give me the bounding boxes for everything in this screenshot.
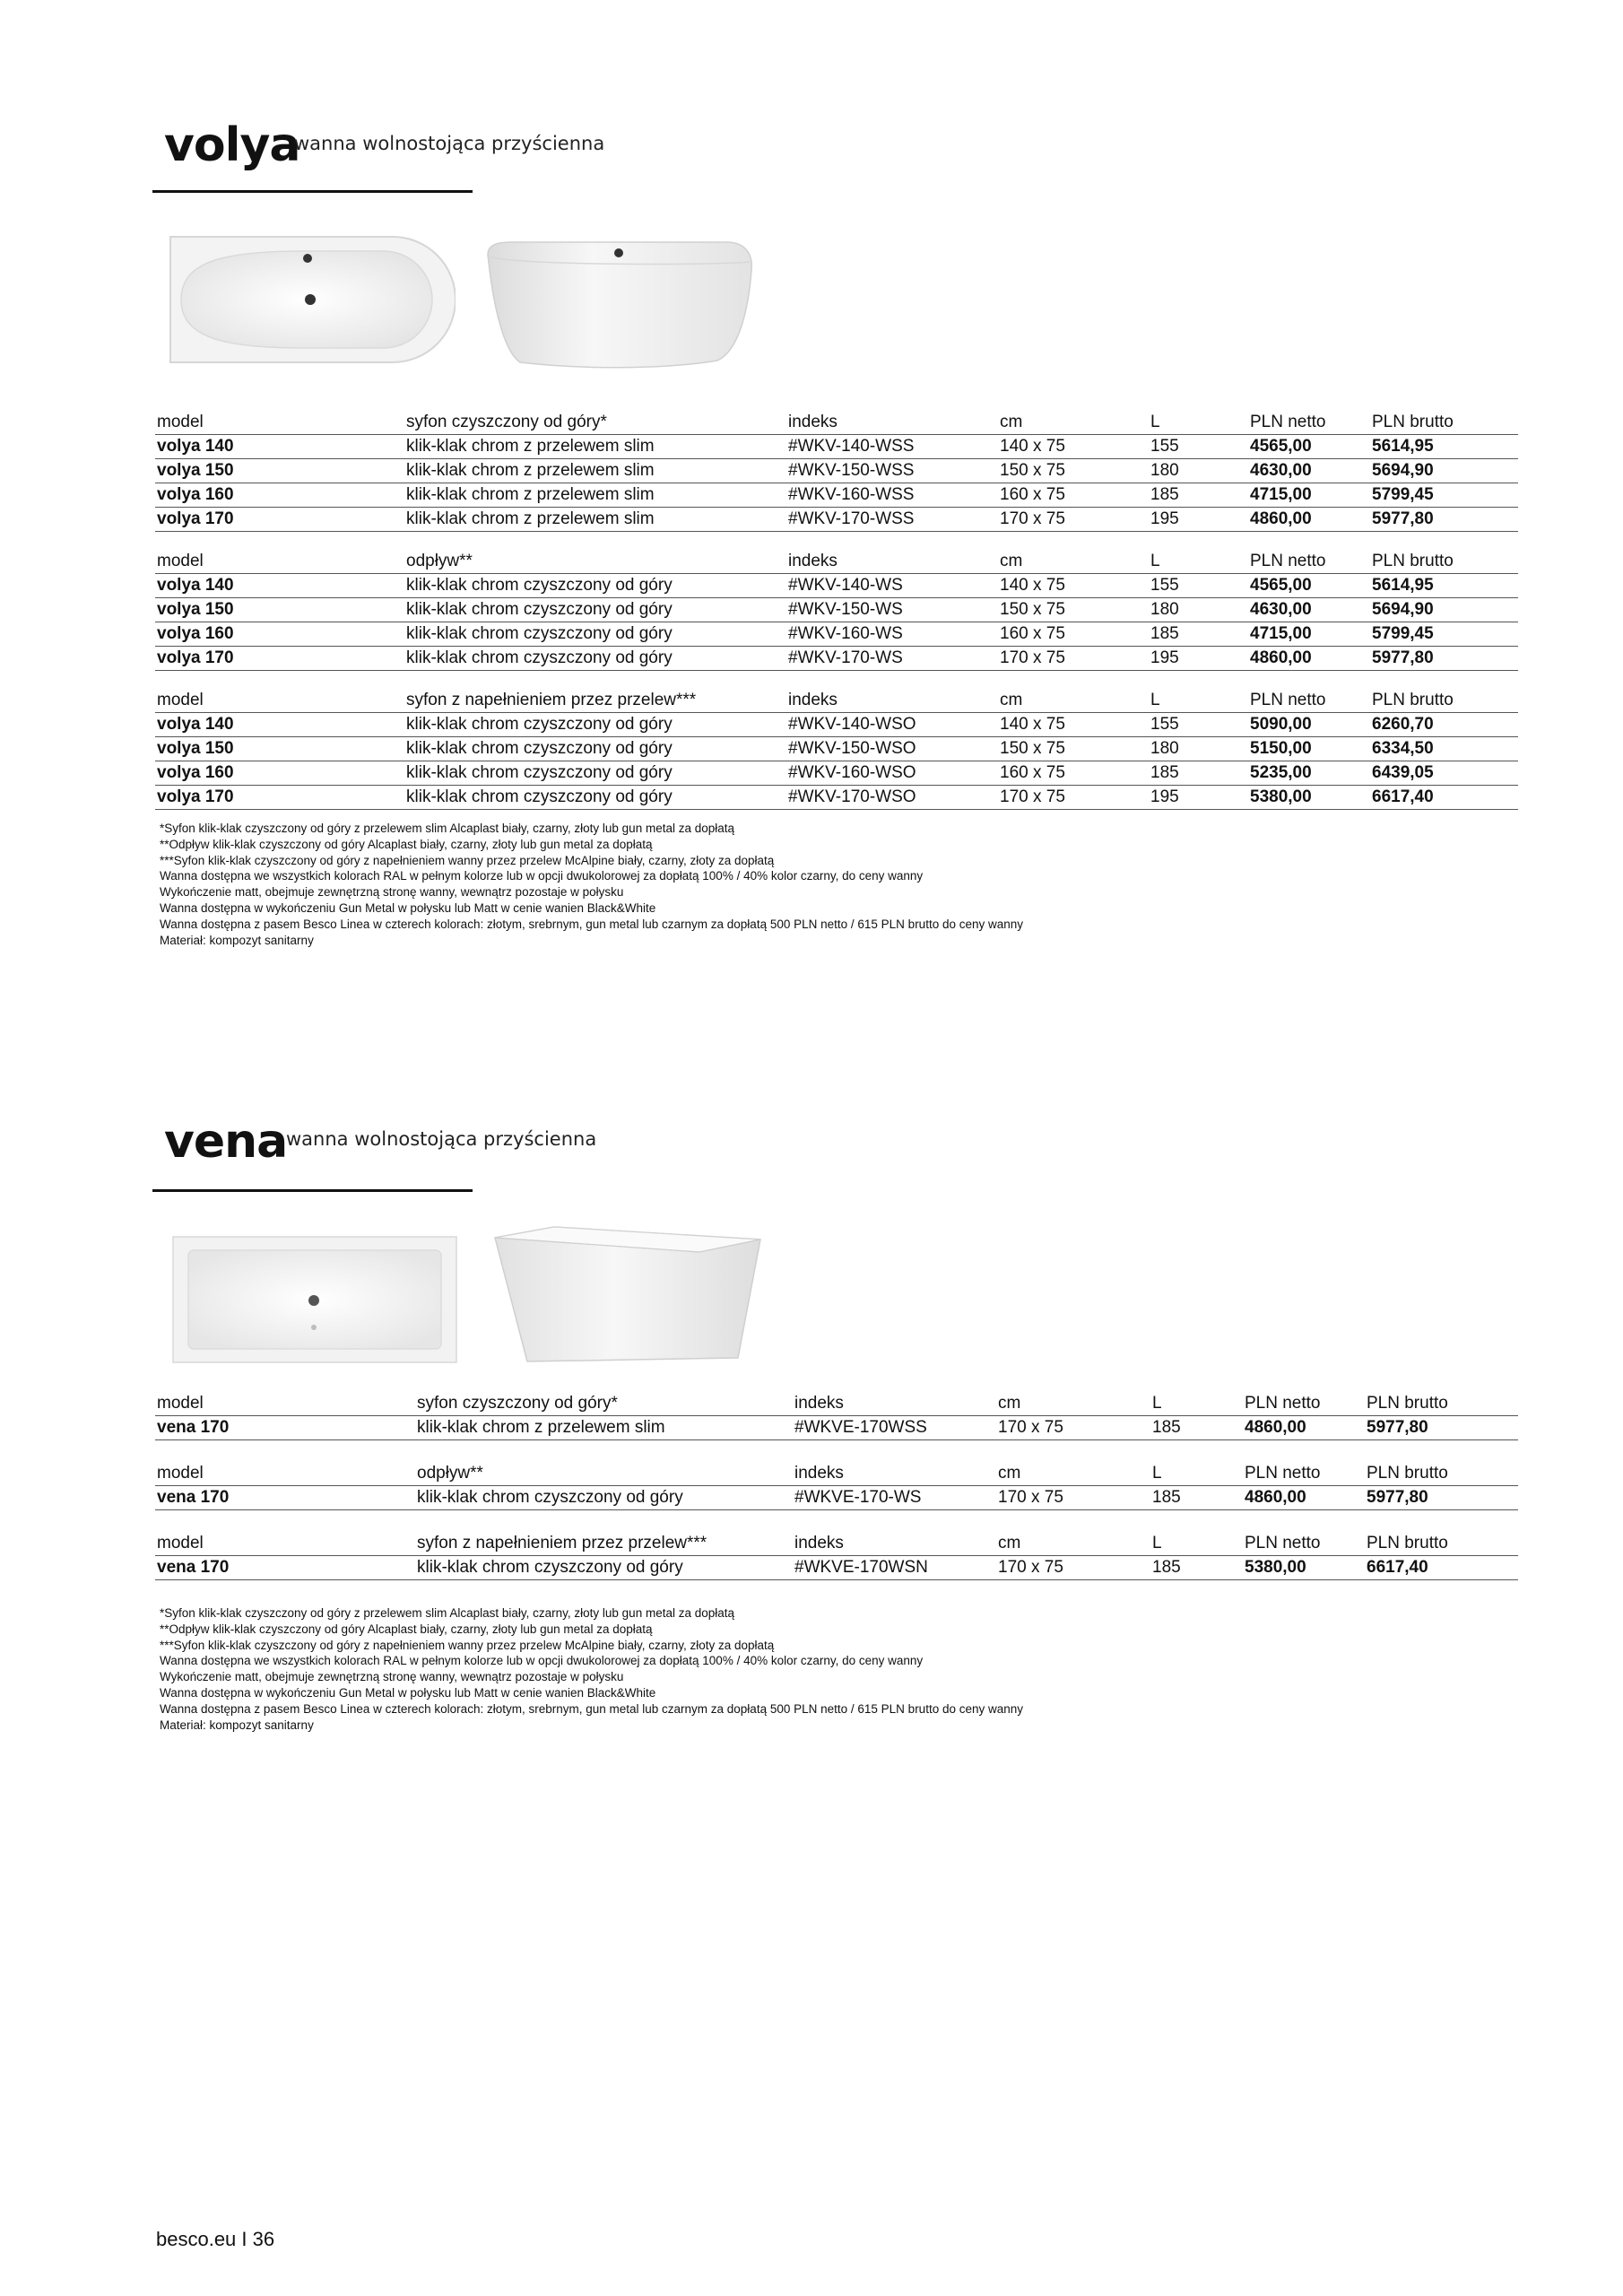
footnote-line: Wanna dostępna we wszystkich kolorach RAL w pełnym kolorze lub w opcji dwukolorowej za dopłatą 100% / 40% kolor czarny, do ceny wanny xyxy=(160,1654,924,1668)
table-cell: #WKVE-170WSN xyxy=(794,1558,928,1577)
table-cell: 140 x 75 xyxy=(1000,715,1065,734)
bathtub-top-view-image xyxy=(169,235,456,365)
table-cell: 185 xyxy=(1152,1418,1181,1437)
table-cell: 140 x 75 xyxy=(1000,576,1065,595)
product-subtitle: wanna wolnostojąca przyścienna xyxy=(294,133,605,154)
column-header: model xyxy=(157,691,204,709)
table-cell: volya 140 xyxy=(157,715,234,734)
column-header: odpływ** xyxy=(417,1464,483,1483)
table-cell: 5799,45 xyxy=(1372,485,1434,504)
footnote-line: Wykończenie matt, obejmuje zewnętrzną stronę wanny, wewnątrz pozostaje w połysku xyxy=(160,1670,624,1684)
table-cell: 185 xyxy=(1150,624,1179,643)
bathtub-side-view-image xyxy=(484,235,758,370)
column-header: PLN brutto xyxy=(1372,691,1454,709)
table-cell: klik-klak chrom czyszczony od góry xyxy=(406,739,673,758)
footnote-line: Materiał: kompozyt sanitarny xyxy=(160,933,314,947)
table-row xyxy=(155,435,1518,459)
footnote-line: Wykończenie matt, obejmuje zewnętrzną stronę wanny, wewnątrz pozostaje w połysku xyxy=(160,885,624,900)
table-cell: volya 150 xyxy=(157,739,234,758)
column-header: PLN netto xyxy=(1250,552,1326,570)
column-header: L xyxy=(1152,1394,1162,1413)
table-cell: 170 x 75 xyxy=(1000,648,1065,667)
column-header: indeks xyxy=(788,691,838,709)
column-header: PLN netto xyxy=(1245,1464,1321,1483)
column-header: model xyxy=(157,1394,204,1413)
price-table xyxy=(155,689,1518,810)
table-row xyxy=(155,647,1518,671)
table-cell: #WKV-140-WSS xyxy=(788,437,915,456)
table-cell: volya 170 xyxy=(157,509,234,528)
table-cell: #WKV-160-WSS xyxy=(788,485,915,504)
table-cell: klik-klak chrom czyszczony od góry xyxy=(417,1488,683,1507)
footnote-line: ***Syfon klik-klak czyszczony od góry z napełnieniem wanny przez przelew McAlpine biały, czarny, złoty za dopłatą xyxy=(160,1638,775,1652)
table-cell: 170 x 75 xyxy=(998,1418,1063,1437)
table-cell: #WKV-140-WS xyxy=(788,576,903,595)
table-cell: vena 170 xyxy=(157,1488,230,1507)
footnote-line: Wanna dostępna z pasem Besco Linea w czterech kolorach: złotym, srebrnym, gun metal lub czarnym za dopłatą 500 PLN netto / 615 PLN brutto do ceny wanny xyxy=(160,917,1024,931)
column-header: L xyxy=(1150,691,1160,709)
footnote-line: Materiał: kompozyt sanitarny xyxy=(160,1718,314,1732)
column-header: model xyxy=(157,1464,204,1483)
table-cell: 5977,80 xyxy=(1367,1488,1428,1507)
footnote-line: Wanna dostępna we wszystkich kolorach RAL w pełnym kolorze lub w opcji dwukolorowej za dopłatą 100% / 40% kolor czarny, do ceny wanny xyxy=(160,869,924,883)
table-cell: 5380,00 xyxy=(1250,787,1312,806)
table-cell: volya 150 xyxy=(157,600,234,619)
table-cell: klik-klak chrom z przelewem slim xyxy=(406,437,655,456)
table-row xyxy=(155,1416,1518,1440)
table-row xyxy=(155,574,1518,598)
price-table xyxy=(155,1462,1518,1510)
table-cell: klik-klak chrom czyszczony od góry xyxy=(406,648,673,667)
price-table xyxy=(155,550,1518,671)
table-cell: #WKVE-170WSS xyxy=(794,1418,927,1437)
table-cell: 140 x 75 xyxy=(1000,437,1065,456)
table-cell: 6439,05 xyxy=(1372,763,1434,782)
table-header-row xyxy=(155,689,1518,713)
table-cell: 195 xyxy=(1150,509,1179,528)
table-cell: 5614,95 xyxy=(1372,576,1434,595)
table-row xyxy=(155,737,1518,761)
column-header: PLN brutto xyxy=(1372,552,1454,570)
table-cell: 185 xyxy=(1150,763,1179,782)
table-cell: 185 xyxy=(1152,1558,1181,1577)
product-title: volya xyxy=(164,118,300,172)
footnotes xyxy=(160,821,1023,948)
column-header: cm xyxy=(1000,413,1023,431)
table-cell: 170 x 75 xyxy=(1000,509,1065,528)
table-cell: 5235,00 xyxy=(1250,763,1312,782)
table-cell: #WKV-160-WS xyxy=(788,624,903,643)
footnote-line: **Odpływ klik-klak czyszczony od góry Alcaplast biały, czarny, złoty lub gun metal za dopłatą xyxy=(160,1622,653,1636)
table-cell: 155 xyxy=(1150,437,1179,456)
table-header-row xyxy=(155,1462,1518,1486)
table-cell: 4860,00 xyxy=(1250,648,1312,667)
table-cell: 4565,00 xyxy=(1250,437,1312,456)
column-header: cm xyxy=(998,1534,1021,1552)
table-cell: 4565,00 xyxy=(1250,576,1312,595)
table-cell: klik-klak chrom czyszczony od góry xyxy=(417,1558,683,1577)
bathtub-top-view-image xyxy=(172,1236,457,1363)
title-underline xyxy=(152,190,473,193)
table-cell: 4715,00 xyxy=(1250,624,1312,643)
table-cell: volya 160 xyxy=(157,485,234,504)
table-row xyxy=(155,459,1518,483)
table-cell: vena 170 xyxy=(157,1418,230,1437)
table-cell: klik-klak chrom czyszczony od góry xyxy=(406,715,673,734)
column-header: model xyxy=(157,413,204,431)
table-cell: 170 x 75 xyxy=(998,1558,1063,1577)
table-cell: 195 xyxy=(1150,787,1179,806)
table-cell: 5694,90 xyxy=(1372,461,1434,480)
table-cell: #WKV-140-WSO xyxy=(788,715,916,734)
table-cell: #WKV-170-WSO xyxy=(788,787,916,806)
table-cell: vena 170 xyxy=(157,1558,230,1577)
column-header: cm xyxy=(1000,691,1023,709)
table-cell: 6617,40 xyxy=(1372,787,1434,806)
price-table xyxy=(155,1392,1518,1440)
column-header: model xyxy=(157,1534,204,1552)
table-cell: 160 x 75 xyxy=(1000,763,1065,782)
column-header: odpływ** xyxy=(406,552,473,570)
table-cell: 170 x 75 xyxy=(998,1488,1063,1507)
column-header: cm xyxy=(998,1394,1021,1413)
table-cell: 6334,50 xyxy=(1372,739,1434,758)
column-header: PLN brutto xyxy=(1367,1464,1448,1483)
table-cell: 6260,70 xyxy=(1372,715,1434,734)
table-cell: 185 xyxy=(1152,1488,1181,1507)
table-cell: 160 x 75 xyxy=(1000,624,1065,643)
table-cell: 5977,80 xyxy=(1372,509,1434,528)
footnotes xyxy=(160,1605,1023,1733)
table-cell: 180 xyxy=(1150,600,1179,619)
price-table xyxy=(155,1532,1518,1580)
table-row xyxy=(155,761,1518,786)
table-cell: klik-klak chrom czyszczony od góry xyxy=(406,600,673,619)
footnote-line: Wanna dostępna w wykończeniu Gun Metal w połysku lub Matt w cenie wanien Black&White xyxy=(160,900,656,915)
table-cell: #WKV-150-WSS xyxy=(788,461,915,480)
column-header: PLN netto xyxy=(1245,1534,1321,1552)
column-header: PLN brutto xyxy=(1367,1534,1448,1552)
table-row xyxy=(155,1556,1518,1580)
table-cell: 4630,00 xyxy=(1250,600,1312,619)
table-cell: #WKV-170-WSS xyxy=(788,509,915,528)
product-title: vena xyxy=(164,1115,288,1169)
column-header: L xyxy=(1152,1534,1162,1552)
table-cell: klik-klak chrom z przelewem slim xyxy=(417,1418,665,1437)
table-cell: klik-klak chrom czyszczony od góry xyxy=(406,576,673,595)
column-header: indeks xyxy=(788,552,838,570)
table-header-row xyxy=(155,1392,1518,1416)
table-cell: volya 170 xyxy=(157,648,234,667)
table-cell: 150 x 75 xyxy=(1000,461,1065,480)
table-cell: klik-klak chrom czyszczony od góry xyxy=(406,624,673,643)
column-header: PLN netto xyxy=(1250,691,1326,709)
table-cell: volya 150 xyxy=(157,461,234,480)
table-cell: klik-klak chrom z przelewem slim xyxy=(406,485,655,504)
table-cell: #WKV-150-WS xyxy=(788,600,903,619)
column-header: syfon z napełnieniem przez przelew*** xyxy=(406,691,697,709)
table-cell: 5694,90 xyxy=(1372,600,1434,619)
column-header: syfon czyszczony od góry* xyxy=(417,1394,618,1413)
table-cell: 160 x 75 xyxy=(1000,485,1065,504)
table-header-row xyxy=(155,1532,1518,1556)
table-cell: volya 140 xyxy=(157,576,234,595)
table-cell: volya 160 xyxy=(157,763,234,782)
table-cell: #WKV-150-WSO xyxy=(788,739,916,758)
table-row xyxy=(155,598,1518,622)
product-subtitle: wanna wolnostojąca przyścienna xyxy=(286,1128,597,1150)
column-header: L xyxy=(1152,1464,1162,1483)
table-cell: #WKV-170-WS xyxy=(788,648,903,667)
table-cell: klik-klak chrom z przelewem slim xyxy=(406,509,655,528)
table-cell: 195 xyxy=(1150,648,1179,667)
table-cell: 5977,80 xyxy=(1372,648,1434,667)
column-header: indeks xyxy=(794,1464,844,1483)
column-header: L xyxy=(1150,413,1160,431)
table-cell: 180 xyxy=(1150,461,1179,480)
column-header: indeks xyxy=(794,1394,844,1413)
footnote-line: Wanna dostępna z pasem Besco Linea w czterech kolorach: złotym, srebrnym, gun metal lub czarnym za dopłatą 500 PLN netto / 615 PLN brutto do ceny wanny xyxy=(160,1701,1024,1716)
table-cell: 150 x 75 xyxy=(1000,600,1065,619)
table-cell: 4715,00 xyxy=(1250,485,1312,504)
table-row xyxy=(155,1486,1518,1510)
column-header: L xyxy=(1150,552,1160,570)
table-cell: 4630,00 xyxy=(1250,461,1312,480)
table-cell: 4860,00 xyxy=(1250,509,1312,528)
table-cell: klik-klak chrom z przelewem slim xyxy=(406,461,655,480)
column-header: PLN brutto xyxy=(1367,1394,1448,1413)
table-row xyxy=(155,713,1518,737)
table-row xyxy=(155,622,1518,647)
table-cell: 4860,00 xyxy=(1245,1418,1306,1437)
price-table xyxy=(155,411,1518,532)
column-header: indeks xyxy=(788,413,838,431)
footnote-line: ***Syfon klik-klak czyszczony od góry z napełnieniem wanny przez przelew McAlpine biały, czarny, złoty za dopłatą xyxy=(160,853,775,867)
table-cell: 5380,00 xyxy=(1245,1558,1306,1577)
table-cell: 155 xyxy=(1150,576,1179,595)
table-cell: 5614,95 xyxy=(1372,437,1434,456)
table-cell: 185 xyxy=(1150,485,1179,504)
footnote-line: *Syfon klik-klak czyszczony od góry z przelewem slim Alcaplast biały, czarny, złoty lub gun metal za dopłatą xyxy=(160,1606,735,1620)
column-header: indeks xyxy=(794,1534,844,1552)
table-header-row xyxy=(155,411,1518,435)
table-cell: 155 xyxy=(1150,715,1179,734)
footnote-line: *Syfon klik-klak czyszczony od góry z przelewem slim Alcaplast biały, czarny, złoty lub gun metal za dopłatą xyxy=(160,822,735,835)
table-cell: #WKVE-170-WS xyxy=(794,1488,922,1507)
table-header-row xyxy=(155,550,1518,574)
title-underline xyxy=(152,1189,473,1192)
column-header: model xyxy=(157,552,204,570)
column-header: syfon czyszczony od góry* xyxy=(406,413,607,431)
table-row xyxy=(155,508,1518,532)
footnote-line: Wanna dostępna w wykończeniu Gun Metal w połysku lub Matt w cenie wanien Black&White xyxy=(160,1685,656,1700)
table-row xyxy=(155,786,1518,810)
table-cell: klik-klak chrom czyszczony od góry xyxy=(406,787,673,806)
table-cell: 5090,00 xyxy=(1250,715,1312,734)
column-header: cm xyxy=(1000,552,1023,570)
table-cell: 150 x 75 xyxy=(1000,739,1065,758)
table-cell: 180 xyxy=(1150,739,1179,758)
column-header: PLN netto xyxy=(1250,413,1326,431)
table-cell: volya 160 xyxy=(157,624,234,643)
table-cell: 5977,80 xyxy=(1367,1418,1428,1437)
table-cell: klik-klak chrom czyszczony od góry xyxy=(406,763,673,782)
bathtub-side-view-image xyxy=(491,1225,765,1364)
table-cell: volya 140 xyxy=(157,437,234,456)
page-footer: besco.eu I 36 xyxy=(156,2228,275,2250)
table-cell: 5150,00 xyxy=(1250,739,1312,758)
footnote-line: **Odpływ klik-klak czyszczony od góry Alcaplast biały, czarny, złoty lub gun metal za dopłatą xyxy=(160,837,653,851)
table-cell: 6617,40 xyxy=(1367,1558,1428,1577)
column-header: PLN netto xyxy=(1245,1394,1321,1413)
column-header: cm xyxy=(998,1464,1021,1483)
table-cell: 4860,00 xyxy=(1245,1488,1306,1507)
table-cell: 170 x 75 xyxy=(1000,787,1065,806)
column-header: PLN brutto xyxy=(1372,413,1454,431)
column-header: syfon z napełnieniem przez przelew*** xyxy=(417,1534,707,1552)
table-cell: volya 170 xyxy=(157,787,234,806)
table-cell: #WKV-160-WSO xyxy=(788,763,916,782)
table-cell: 5799,45 xyxy=(1372,624,1434,643)
table-row xyxy=(155,483,1518,508)
